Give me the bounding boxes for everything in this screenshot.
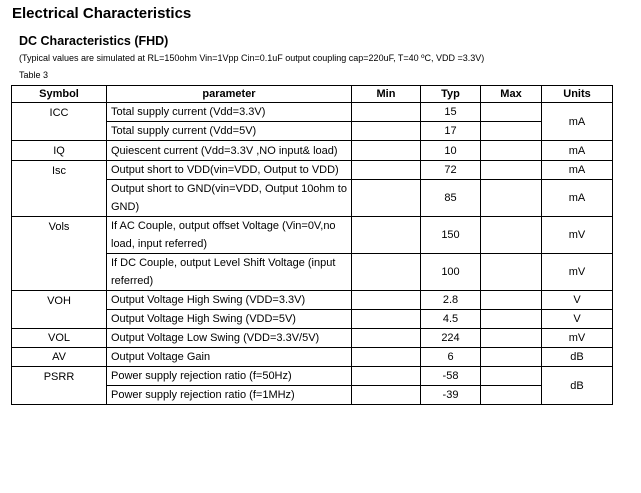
cell-min — [352, 329, 421, 348]
cell-min — [352, 348, 421, 367]
table-row — [12, 141, 613, 161]
cell-typ: 85 — [421, 180, 481, 217]
cell-unit: V — [542, 291, 613, 310]
cell-parameter: Quiescent current (Vdd=3.3V ,NO input& load) — [107, 141, 352, 161]
conditions-note: (Typical values are simulated at RL=150ohm Vin=1Vpp Cin=0.1uF output coupling cap=220uF, T=40 ºC, VDD =3.3V) — [19, 53, 485, 63]
cell-symbol: ICC — [12, 103, 107, 141]
cell-min — [352, 217, 421, 254]
cell-parameter: Power supply rejection ratio (f=1MHz) — [107, 386, 352, 405]
header-symbol: Symbol — [12, 86, 107, 103]
cell-parameter: Output Voltage Low Swing (VDD=3.3V/5V) — [107, 329, 352, 348]
cell-typ: 72 — [421, 161, 481, 180]
cell-unit: mA — [542, 161, 613, 180]
cell-typ: 2.8 — [421, 291, 481, 310]
cell-max — [481, 103, 542, 122]
cell-unit: V — [542, 310, 613, 329]
cell-min — [352, 180, 421, 217]
cell-parameter: Power supply rejection ratio (f=50Hz) — [107, 367, 352, 386]
cell-unit: mV — [542, 254, 613, 291]
cell-typ: -58 — [421, 367, 481, 386]
cell-typ: 15 — [421, 103, 481, 122]
cell-typ: 150 — [421, 217, 481, 254]
cell-typ: 6 — [421, 348, 481, 367]
cell-parameter: Total supply current (Vdd=5V) — [107, 122, 352, 141]
cell-unit: mA — [542, 180, 613, 217]
cell-parameter: If AC Couple, output offset Voltage (Vin=0V,no load, input referred) — [107, 217, 352, 254]
cell-min — [352, 141, 421, 161]
table-row — [12, 329, 613, 348]
subsection-title: DC Characteristics (FHD) — [19, 34, 169, 48]
cell-symbol: Isc — [12, 161, 107, 217]
cell-max — [481, 217, 542, 254]
cell-min — [352, 161, 421, 180]
cell-max — [481, 254, 542, 291]
cell-symbol: Vols — [12, 217, 107, 291]
table-row — [12, 217, 613, 254]
cell-parameter: If DC Couple, output Level Shift Voltage (input referred) — [107, 254, 352, 291]
cell-min — [352, 367, 421, 386]
dc-characteristics-table — [11, 85, 613, 405]
cell-min — [352, 291, 421, 310]
cell-unit: mV — [542, 217, 613, 254]
cell-max — [481, 348, 542, 367]
cell-typ: 100 — [421, 254, 481, 291]
cell-max — [481, 180, 542, 217]
cell-max — [481, 122, 542, 141]
cell-symbol: VOH — [12, 291, 107, 329]
header-max: Max — [481, 86, 542, 103]
cell-max — [481, 329, 542, 348]
cell-max — [481, 386, 542, 405]
cell-unit: mV — [542, 329, 613, 348]
cell-parameter: Output Voltage High Swing (VDD=5V) — [107, 310, 352, 329]
cell-unit: dB — [542, 348, 613, 367]
cell-min — [352, 103, 421, 122]
cell-max — [481, 367, 542, 386]
cell-typ: 10 — [421, 141, 481, 161]
cell-min — [352, 254, 421, 291]
cell-max — [481, 310, 542, 329]
cell-symbol: AV — [12, 348, 107, 367]
table-row — [12, 103, 613, 122]
table-row — [12, 291, 613, 310]
cell-parameter: Output short to GND(vin=VDD, Output 10ohm to GND) — [107, 180, 352, 217]
table-row — [12, 348, 613, 367]
table-row — [12, 367, 613, 386]
cell-max — [481, 291, 542, 310]
cell-unit: mA — [542, 141, 613, 161]
cell-max — [481, 161, 542, 180]
cell-max — [481, 141, 542, 161]
header-parameter: parameter — [107, 86, 352, 103]
header-min: Min — [352, 86, 421, 103]
cell-typ: 17 — [421, 122, 481, 141]
header-units: Units — [542, 86, 613, 103]
cell-symbol: PSRR — [12, 367, 107, 405]
cell-min — [352, 122, 421, 141]
cell-typ: 224 — [421, 329, 481, 348]
cell-parameter: Output Voltage Gain — [107, 348, 352, 367]
cell-symbol: VOL — [12, 329, 107, 348]
cell-parameter: Output short to VDD(vin=VDD, Output to VDD) — [107, 161, 352, 180]
cell-typ: 4.5 — [421, 310, 481, 329]
cell-typ: -39 — [421, 386, 481, 405]
header-typ: Typ — [421, 86, 481, 103]
cell-unit: dB — [542, 367, 613, 405]
section-title: Electrical Characteristics — [12, 5, 192, 22]
table-header-row — [12, 86, 613, 103]
table-row — [12, 161, 613, 180]
cell-parameter: Total supply current (Vdd=3.3V) — [107, 103, 352, 122]
cell-min — [352, 386, 421, 405]
cell-min — [352, 310, 421, 329]
table-label: Table 3 — [19, 70, 49, 80]
cell-unit: mA — [542, 103, 613, 141]
cell-parameter: Output Voltage High Swing (VDD=3.3V) — [107, 291, 352, 310]
cell-symbol: IQ — [12, 141, 107, 161]
